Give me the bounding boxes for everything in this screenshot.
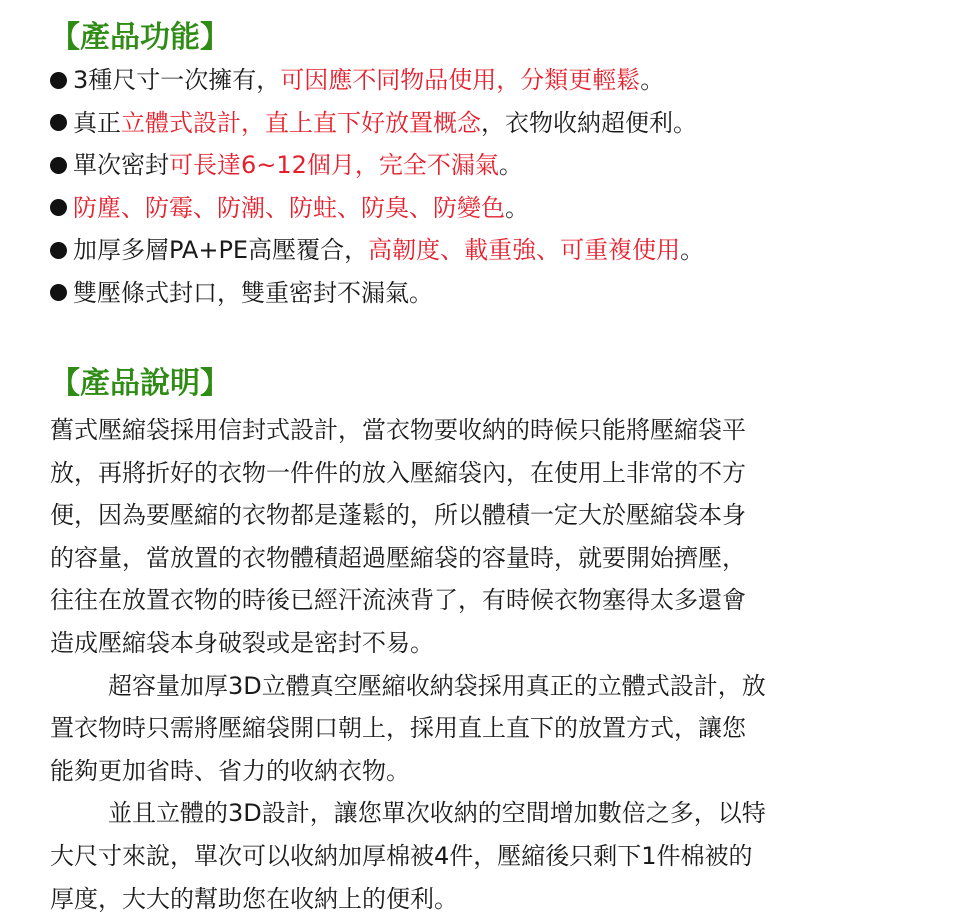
feature-highlight-text: 可因應不同物品使用，分類更輕鬆	[280, 66, 641, 94]
feature-text: 3種尺寸一次擁有，	[73, 66, 281, 94]
feature-text: 。	[680, 236, 705, 264]
description-line: 舊式壓縮袋採用信封式設計，當衣物要收納的時候只能將壓縮袋平	[50, 416, 746, 444]
features-heading: 【產品功能】	[50, 20, 230, 55]
bullet-dot-icon	[50, 199, 67, 216]
feature-highlight-text: 防塵、防霉、防潮、防蛀、防臭、防變色	[73, 193, 505, 222]
feature-text: ，衣物收納超便利。	[481, 108, 697, 137]
bullet-dot-icon	[50, 157, 67, 174]
description-body	[50, 409, 930, 920]
feature-text: 單次密封	[73, 151, 169, 179]
product-info-page	[50, 0, 930, 920]
bullet-dot-icon	[50, 284, 67, 301]
description-line: 往往在放置衣物的時後已經汗流浹背了，有時候衣物塞得太多還會	[50, 586, 746, 615]
description-line: 放，再將折好的衣物一件件的放入壓縮袋內，在使用上非常的不方	[50, 458, 746, 487]
bullet-dot-icon	[50, 114, 67, 131]
bullet-dot-icon	[50, 72, 67, 89]
description-line: 厚度，大大的幫助您在收納上的便利。	[50, 884, 458, 913]
description-line: 造成壓縮袋本身破裂或是密封不易。	[50, 628, 434, 657]
description-heading: 【產品說明】	[50, 366, 230, 401]
description-line: 置衣物時只需將壓縮袋開口朝上，採用直上直下的放置方式，讓您	[50, 714, 746, 743]
feature-list	[50, 59, 930, 314]
description-line: 大尺寸來說，單次可以收納加厚棉被4件，壓縮後只剩下1件棉被的	[50, 841, 753, 870]
feature-item	[50, 187, 930, 230]
description-line: 超容量加厚3D立體真空壓縮收納袋採用真正的立體式設計，放	[108, 671, 766, 700]
description-line: 便，因為要壓縮的衣物都是蓬鬆的，所以體積一定大於壓縮袋本身	[50, 501, 746, 530]
feature-text: 加厚多層PA+PE高壓覆合，	[73, 236, 369, 264]
feature-text: 雙壓條式封口，雙重密封不漏氣。	[73, 278, 433, 307]
feature-item	[50, 229, 930, 272]
description-line: 能夠更加省時、省力的收納衣物。	[50, 756, 410, 785]
feature-highlight-text: 立體式設計，直上直下好放置概念	[121, 108, 481, 137]
feature-item	[50, 59, 930, 102]
feature-item	[50, 144, 930, 187]
feature-text: 。	[498, 151, 523, 179]
feature-highlight-text: 可長達6~12個月，完全不漏氣	[169, 151, 499, 179]
feature-item	[50, 272, 930, 315]
description-line: 並且立體的3D設計，讓您單次收納的空間增加數倍之多，以特	[108, 799, 766, 828]
feature-text: 。	[505, 193, 529, 222]
feature-text: 。	[640, 66, 665, 94]
description-line: 的容量，當放置的衣物體積超過壓縮袋的容量時，就要開始擠壓，	[50, 543, 746, 572]
feature-item	[50, 102, 930, 145]
feature-highlight-text: 高韌度、載重強、可重複使用	[368, 236, 681, 264]
feature-text: 真正	[73, 108, 121, 137]
bullet-dot-icon	[50, 242, 67, 259]
